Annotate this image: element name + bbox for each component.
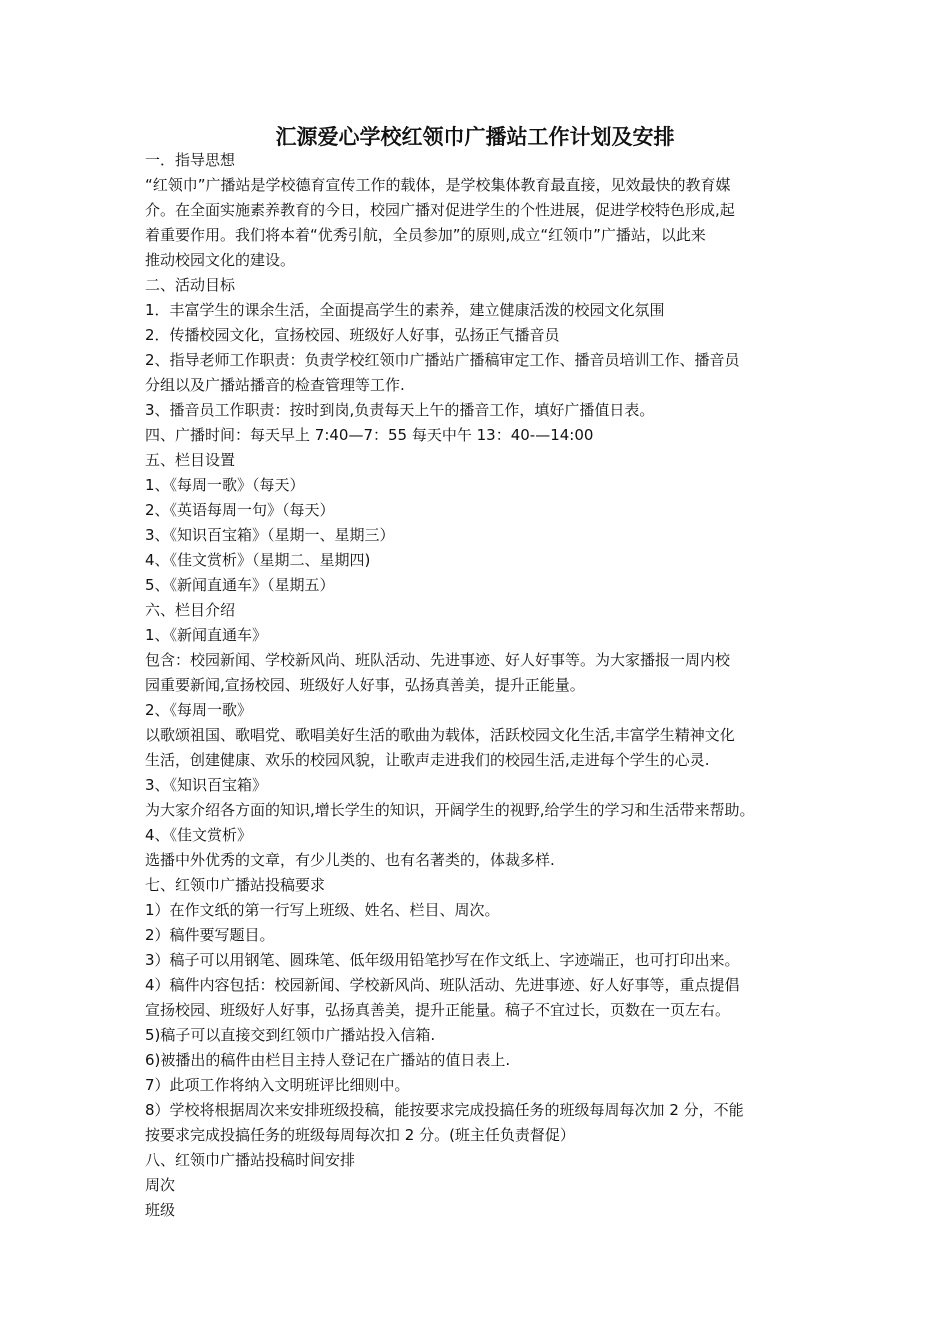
text-line: 周次	[145, 1176, 176, 1194]
text-line: 四、广播时间：每天早上 7:40—7：55 每天中午 13：40-—14:00	[145, 426, 594, 444]
text-line: 3）稿子可以用钢笔、圆珠笔、低年级用铅笔抄写在作文纸上、字迹端正，也可打印出来。	[145, 951, 740, 969]
text-line: 2、《英语每周一句》（每天）	[145, 501, 335, 519]
text-line: 着重要作用。我们将本着“优秀引航，全员参加”的原则,成立“红领巾”广播站，以此来	[145, 226, 706, 244]
text-line: 以歌颂祖国、歌唱党、歌唱美好生活的歌曲为载体，活跃校园文化生活,丰富学生精神文化	[145, 726, 735, 744]
text-line: 介。在全面实施素养教育的今日，校园广播对促进学生的个性进展，促进学校特色形成,起	[145, 201, 735, 219]
text-line: 2、指导老师工作职责：负责学校红领巾广播站广播稿审定工作、播音员培训工作、播音员	[145, 351, 740, 369]
text-line: 宣扬校园、班级好人好事，弘扬真善美，提升正能量。稿子不宜过长，页数在一页左右。	[145, 1001, 731, 1019]
text-line: 一．指导思想	[145, 151, 236, 169]
text-line: 园重要新闻,宣扬校园、班级好人好事，弘扬真善美，提升正能量。	[145, 676, 585, 694]
text-line: 5、《新闻直通车》（星期五）	[145, 576, 335, 594]
text-line: 4）稿件内容包括：校园新闻、学校新风尚、班队活动、先进事迹、好人好事等，重点提倡	[145, 976, 740, 994]
text-line: 3、播音员工作职责：按时到岗,负责每天上午的播音工作，填好广播值日表。	[145, 401, 655, 419]
text-line: 1）在作文纸的第一行写上班级、姓名、栏目、周次。	[145, 901, 500, 919]
text-line: 二、活动目标	[145, 276, 236, 294]
text-line: “红领巾”广播站是学校德育宣传工作的载体，是学校集体教育最直接，见效最快的教育媒	[145, 176, 731, 194]
document-body	[145, 148, 821, 1223]
text-line: 2）稿件要写题目。	[145, 926, 275, 944]
text-line: 1、《每周一歌》（每天）	[145, 476, 305, 494]
text-line: 1、《新闻直通车》	[145, 626, 268, 644]
text-line: 6)被播出的稿件由栏目主持人登记在广播站的值日表上.	[145, 1051, 511, 1069]
text-line: 按要求完成投搞任务的班级每周每次扣 2 分。(班主任负责督促）	[145, 1126, 575, 1144]
text-line: 为大家介绍各方面的知识,增长学生的知识，开阔学生的视野,给学生的学习和生活带来帮助。	[145, 801, 755, 819]
text-line: 4、《佳文赏析》（星期二、星期四)	[145, 551, 371, 569]
text-line: 六、栏目介绍	[145, 601, 236, 619]
text-line: 3、《知识百宝箱》（星期一、星期三）	[145, 526, 395, 544]
text-line: 包含：校园新闻、学校新风尚、班队活动、先进事迹、好人好事等。为大家播报一周内校	[145, 651, 731, 669]
text-line: 7）此项工作将纳入文明班评比细则中。	[145, 1076, 410, 1094]
text-line: 选播中外优秀的文章，有少儿类的、也有名著类的，体裁多样.	[145, 851, 555, 869]
text-line: 4、《佳文赏析》	[145, 826, 253, 844]
text-line: 1．丰富学生的课余生活，全面提高学生的素养，建立健康活泼的校园文化氛围	[145, 301, 665, 319]
text-line: 七、红领巾广播站投稿要求	[145, 876, 326, 894]
text-line: 班级	[145, 1201, 176, 1219]
text-line: 五、栏目设置	[145, 451, 236, 469]
text-line: 分组以及广播站播音的检查管理等工作.	[145, 376, 405, 394]
text-line: 2、《每周一歌》	[145, 701, 253, 719]
text-line: 推动校园文化的建设。	[145, 251, 296, 269]
text-line: 8）学校将根据周次来安排班级投稿，能按要求完成投搞任务的班级每周每次加 2 分，不能	[145, 1101, 744, 1119]
text-line: 3、《知识百宝箱》	[145, 776, 268, 794]
text-line: 生活，创建健康、欢乐的校园风貌，让歌声走进我们的校园生活,走进每个学生的心灵.	[145, 751, 710, 769]
text-line: 八、红领巾广播站投稿时间安排	[145, 1151, 356, 1169]
text-line: 2．传播校园文化，宣扬校园、班级好人好事，弘扬正气播音员	[145, 326, 560, 344]
document-title: 汇源爱心学校红领巾广播站工作计划及安排	[275, 125, 675, 149]
text-line: 5)稿子可以直接交到红领巾广播站投入信箱.	[145, 1026, 436, 1044]
